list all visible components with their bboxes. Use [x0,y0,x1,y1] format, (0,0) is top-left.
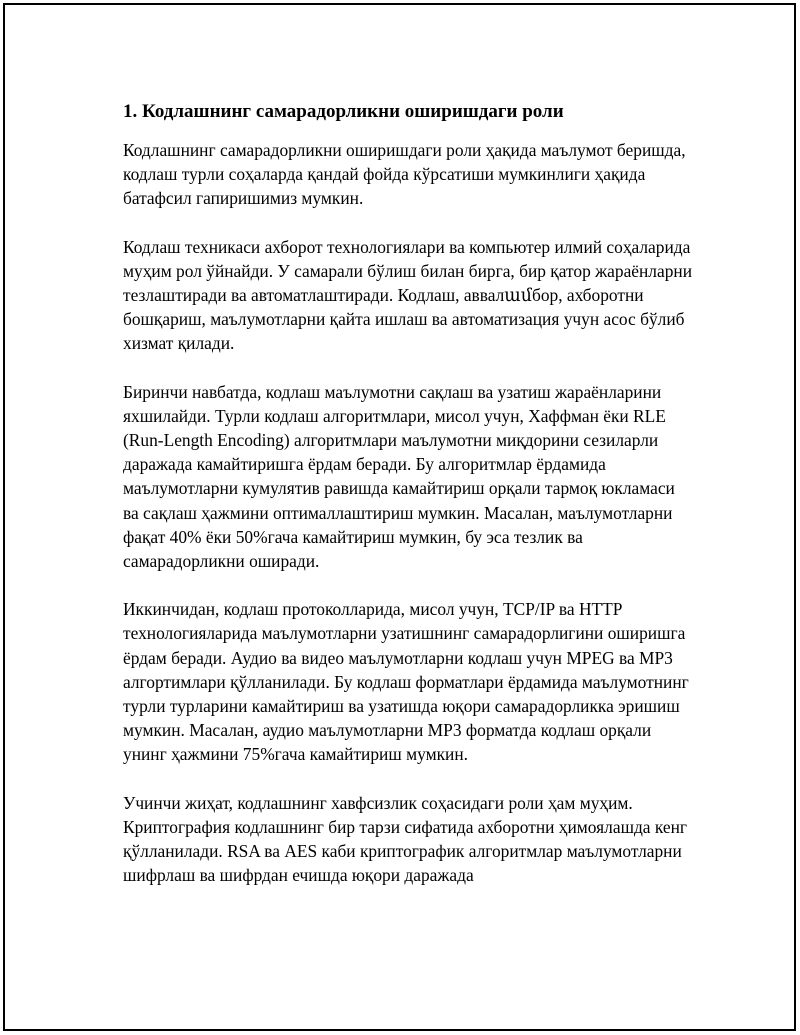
paragraph-third-point: Учинчи жиҳат, кодлашнинг хавфсизлик соҳасидаги роли ҳам муҳим. Криптография кодлашнинг бир тарзи сифатида ахборотни ҳимоялашда кенг қўлланилади. RSA ва AES каби криптографик алгоритмлар маълумотларни шифрлаш ва шифрдан ечишда юқори даражада [123,792,688,886]
paragraph-first-point: Биринчи навбатда, кодлаш маълумотни сақлаш ва узатиш жараёнларини яхшилайди. Турли кодлаш алгоритмлари, мисол учун, Хаффман ёки RLE (Run-Length Encoding) алгоритмлари маълумотни миқдорини сезиларли даражада камайтиришга ёрдам беради. Бу алгоритмлар ёрдамида маълумотларни кумулятив равишда камайтириш орқали тармоқ юкламаси ва сақлаш ҳажмини оптималлаштириш мумкин. Масалан, маълумотларни фақат 40% ёки 50%гача камайтириш мумкин, бу эса тезлик ва самарадорликни оширади. [123,381,675,572]
paragraph-intro: Кодлашнинг самарадорликни оширишдаги роли ҳақида маълумот беришда, кодлаш турли соҳаларда қандай фойда кўрсатиши мумкинлиги ҳақида батафсил гапиришимиз мумкин. [123,140,686,209]
paragraph-second-point: Иккинчидан, кодлаш протоколларида, мисол учун, TCP/IP ва HTTP технологияларида маълумотларни узатишнинг самарадорлигини оширишга ёрдам беради. Аудио ва видео маълумотларни кодлаш учун MPEG ва MP3 алгортимлари қўлланилади. Бу кодлаш форматлари ёрдамида маълумотнинг турли турларини камайтириш ва узатишда юқори самарадорликка эришиш мумкин. Масалан, аудио маълумотларни MP3 форматда кодлаш орқали унинг ҳажмини 75%гача камайтириш мумкин. [123,599,689,765]
section-heading: 1. Кодлашнинг самарадорликни оширишдаги роли [123,101,564,122]
page-content [123,100,693,911]
page-frame [3,3,796,1031]
paragraph-coding-technique: Кодлаш техникаси ахборот технологиялари ва компьютер илмий соҳаларида муҳим рол ўйнайди. У самарали бўлиш билан бирга, бир қатор жараёнларни тезлаштиради ва автоматлаштиради. Кодлаш, аввалամбор, ахборотни бошқариш, маълумотларни қайта ишлаш ва автоматизация учун асос бўлиб хизмат қилади. [123,236,693,354]
